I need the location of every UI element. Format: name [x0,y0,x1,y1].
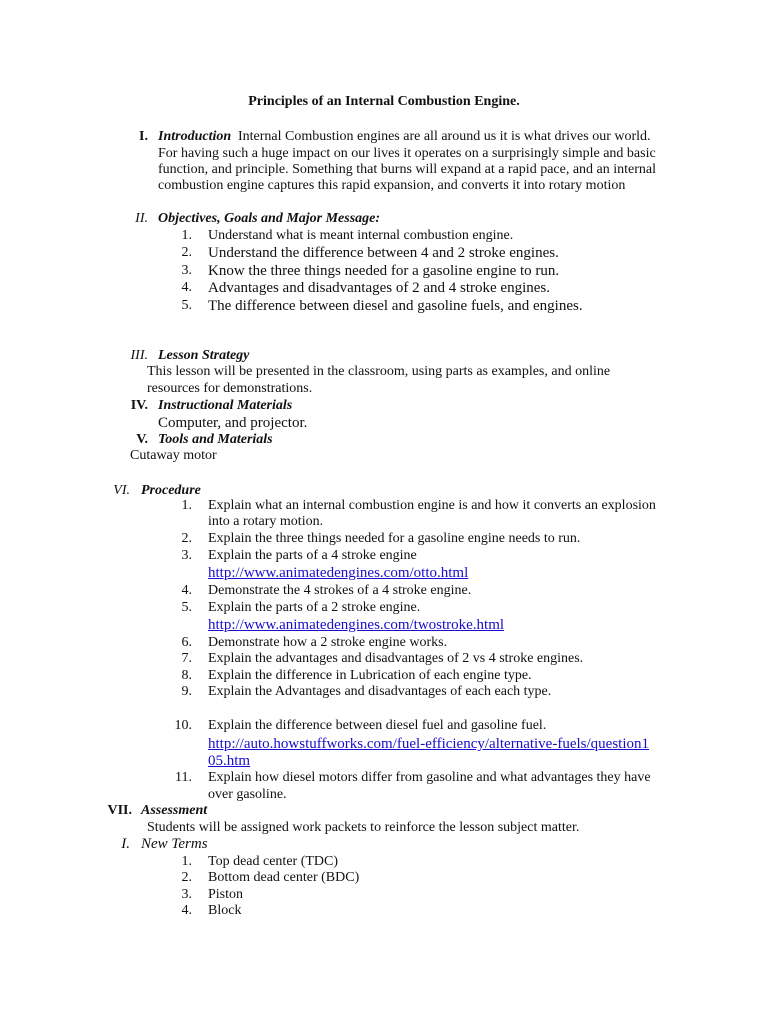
procedure-item: Demonstrate how a 2 stroke engine works. [208,635,448,650]
procedure-number: 11. [175,770,192,785]
procedure-number: 10. [174,718,192,733]
strategy-line: resources for demonstrations. [147,381,313,396]
objective-number: 4. [181,280,192,295]
tools-numeral: V. [136,432,148,447]
howstuffworks-link-cont[interactable]: 05.htm [208,753,251,769]
procedure-number: 3. [181,548,192,563]
intro-line: function, and principle. Something that burns will expand at a rapid pace, and an internal [158,162,657,177]
procedure-number: 4. [181,583,192,598]
objectives-heading: Objectives, Goals and Major Message: [158,211,381,226]
strategy-heading: Lesson Strategy [158,348,250,363]
procedure-item: Demonstrate the 4 strokes of a 4 stroke engine. [208,583,472,598]
instructional-heading: Instructional Materials [158,398,293,413]
strategy-line: This lesson will be presented in the classroom, using parts as examples, and online [147,364,611,379]
procedure-numeral: VI. [113,483,130,498]
procedure-item: Explain what an internal combustion engine is and how it converts an explosion [208,498,656,513]
procedure-number: 9. [181,684,192,699]
intro-heading: Introduction [158,129,232,144]
assessment-text: Students will be assigned work packets to reinforce the lesson subject matter. [147,820,580,835]
procedure-number: 7. [181,651,192,666]
objective-item: Know the three things needed for a gasoline engine to run. [208,263,560,279]
instructional-numeral: IV. [130,398,148,413]
procedure-item: Explain the difference between diesel fuel and gasoline fuel. [208,718,547,733]
document-title: Principles of an Internal Combustion Engine. [248,94,520,109]
procedure-item: Explain the parts of a 4 stroke engine [208,548,417,563]
objectives-numeral: II. [135,211,148,226]
objective-number: 3. [181,263,192,278]
procedure-item: Explain the three things needed for a gasoline engine needs to run. [208,531,581,546]
terms-numeral: I. [121,836,130,852]
term-number: 3. [181,887,192,902]
objective-number: 2. [181,245,192,260]
term-item: Piston [208,887,244,902]
procedure-number: 1. [181,498,192,513]
strategy-numeral: III. [130,348,148,363]
procedure-item: Explain how diesel motors differ from gasoline and what advantages they have [208,770,651,785]
objective-item: Understand the difference between 4 and 2 stroke engines. [208,245,559,261]
assessment-heading: Assessment [141,803,208,818]
intro-line: combustion engine captures this rapid expansion, and converts it into rotary motion [158,178,626,193]
procedure-number: 6. [181,635,192,650]
procedure-item: Explain the Advantages and disadvantages of each each type. [208,684,552,699]
objective-item: Understand what is meant internal combustion engine. [208,228,514,243]
twostroke-engine-link[interactable]: http://www.animatedengines.com/twostroke.html [208,617,505,633]
objective-item: Advantages and disadvantages of 2 and 4 stroke engines. [208,280,550,296]
assessment-numeral: VII. [107,803,132,818]
otto-engine-link[interactable]: http://www.animatedengines.com/otto.html [208,565,469,581]
intro-numeral: I. [139,129,148,144]
procedure-number: 5. [181,600,192,615]
term-item: Block [208,903,242,918]
procedure-item: Explain the advantages and disadvantages of 2 vs 4 stroke engines. [208,651,584,666]
procedure-item-cont: over gasoline. [208,787,287,802]
procedure-item-cont: into a rotary motion. [208,514,324,529]
term-number: 2. [181,870,192,885]
objective-number: 1. [181,228,192,243]
objective-number: 5. [181,298,192,313]
term-number: 4. [181,903,192,918]
tools-text: Cutaway motor [130,448,217,463]
term-item: Top dead center (TDC) [208,854,339,869]
term-item: Bottom dead center (BDC) [208,870,360,885]
instructional-text: Computer, and projector. [158,415,308,431]
terms-heading: New Terms [141,836,208,852]
procedure-number: 8. [181,668,192,683]
procedure-number: 2. [181,531,192,546]
howstuffworks-link[interactable]: http://auto.howstuffworks.com/fuel-efficiency/alternative-fuels/question1 [208,736,649,752]
intro-line: For having such a huge impact on our lives it operates on a surprisingly simple and basic [158,146,656,161]
procedure-heading: Procedure [141,483,201,498]
procedure-item: Explain the parts of a 2 stroke engine. [208,600,421,615]
intro-line: Internal Combustion engines are all around us it is what drives our world. [238,129,651,144]
objective-item: The difference between diesel and gasoline fuels, and engines. [208,298,583,314]
tools-heading: Tools and Materials [158,432,273,447]
procedure-item: Explain the difference in Lubrication of each engine type. [208,668,532,683]
term-number: 1. [181,854,192,869]
